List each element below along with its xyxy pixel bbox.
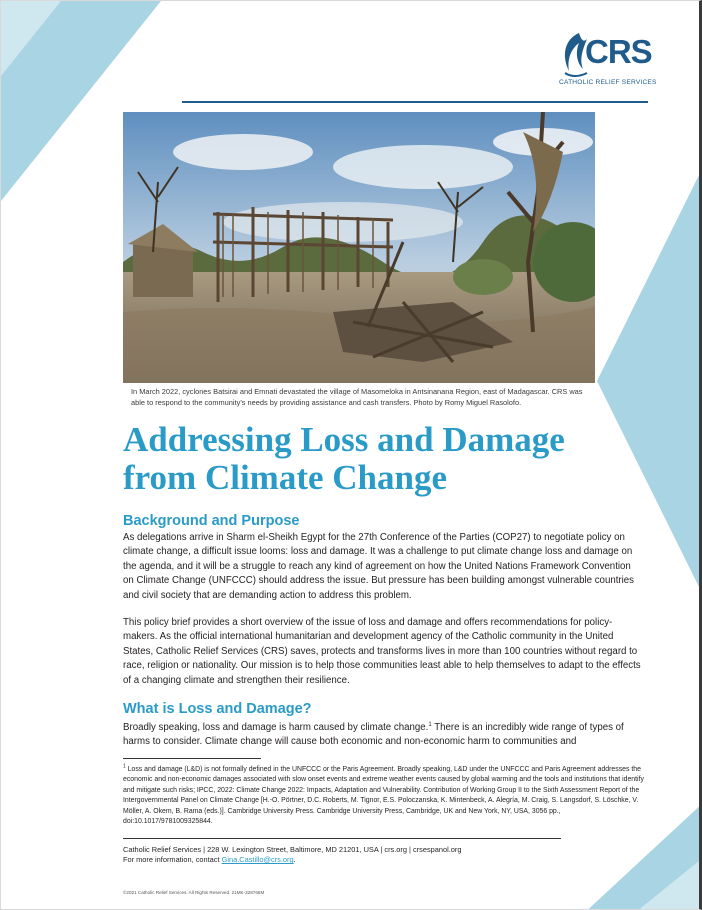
header-rule <box>182 101 648 103</box>
page-title <box>123 421 643 497</box>
footnote-rule <box>123 758 261 759</box>
footnote-number: 1 <box>123 763 126 770</box>
background-paragraph-2: This policy brief provides a short overview of the issue of loss and damage and offers recommendations for policy-makers. As the official international humanitarian and development agency of the Catholic community in the United States, Catholic Relief Services (CRS) saves, protects and transforms lives in more than 100 countries without regard to race, religion or nationality. Our mission is to help those communities least able to help themselves to adapt to the effects of a changing climate and strengthen their resilience. <box>123 617 641 686</box>
footnote-ref: 1 <box>428 721 432 728</box>
footnote <box>123 765 649 827</box>
section-heading-what-is: What is Loss and Damage? <box>123 701 312 717</box>
what-is-paragraph <box>123 721 643 750</box>
what-is-text-start: Broadly speaking, loss and damage is harm caused by climate change. <box>123 722 429 733</box>
contact-email-link[interactable]: Gina.Castillo@crs.org <box>221 855 294 865</box>
village-photo <box>123 112 595 383</box>
contact-prefix: For more information, contact <box>123 855 222 865</box>
contact-block <box>123 845 583 866</box>
title-line-2: from Climate Change <box>123 458 448 497</box>
crs-logo-mark: CRS <box>585 33 652 70</box>
side-decoration-right <box>597 171 702 591</box>
title-line-1: Addressing Loss and Damage <box>123 420 565 459</box>
contact-address-line: Catholic Relief Services | 228 W. Lexington Street, Baltimore, MD 21201, USA | crs.org | crsespanol.org <box>123 845 462 854</box>
crs-logo <box>557 29 657 91</box>
background-paragraph-1: As delegations arrive in Sharm el-Sheikh Egypt for the 27th Conference of the Parties (COP27) to negotiate policy on climate change, a difficult issue looms: loss and damage. It was a challenge to put climate change loss and damage on the agenda, and it will be a struggle to reach any kind of agreement on how the United Nations Framework Convention on Climate Change (UNFCCC) should address the issue. But pressure has been building amongst vulnerable countries and civil society that are demanding action to address this problem. <box>123 532 635 601</box>
crs-logo-org-name: CATHOLIC RELIEF SERVICES <box>559 79 657 86</box>
footnote-text: Loss and damage (L&D) is not formally defined in the UNFCCC or the Paris Agreement. Broadly speaking, L&D under the UNFCCC and Paris Agreement addresses the economic and non-economic damages associated with slow onset events and extreme weather events caused by global warming and the tools and institutions that identify and mitigate such risks; IPCC, 2022: Climate Change 2022: Impacts, Adaptation and Vulnerability. Contribution of Working Group II to the Sixth Assessment Report of the Intergovernmental Panel on Climate Change [H.-O. Pörtner, D.C. Roberts, M. Tignor, E.S. Poloczanska, K. Mintenbeck, A. Alegría, M. Craig, S. Langsdorf, S. Löschke, V. Möller, A. Okem, B. Rama (eds.)]. Cambridge University Press. Cambridge University Press, Cambridge, UK and New York, NY, USA, 3056 pp., doi:10.1017/9781009325844. <box>123 766 644 826</box>
what-is-text-end: There is an incredibly wide range of types of harms to consider. Climate change will cause both economic and non-economic harm to communities and <box>123 722 624 748</box>
copyright-notice: ©2021 Catholic Relief Services. All Rights Reserved. 21MK-328766M <box>123 890 265 895</box>
photo-caption: In March 2022, cyclones Batsirai and Emnati devastated the village of Masomeloka in Antsinanana Region, east of Madagascar. CRS was able to respond to the community’s needs by providing assistance and cash transfers. Photo by Romy Miguel Rasolofo. <box>131 387 583 407</box>
contact-rule <box>123 838 561 839</box>
contact-info-line <box>123 855 583 865</box>
section-heading-background: Background and Purpose <box>123 513 300 529</box>
contact-suffix: . <box>293 855 296 865</box>
